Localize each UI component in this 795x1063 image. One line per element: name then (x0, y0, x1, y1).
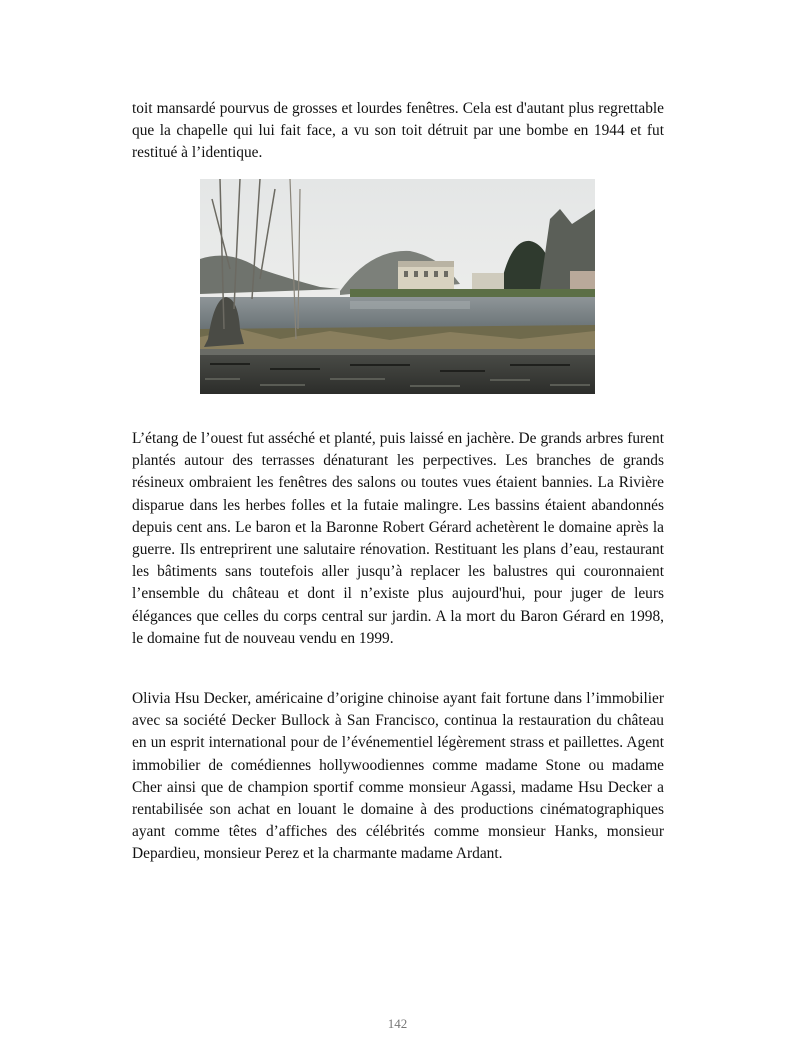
paragraph-west-pond: L’étang de l’ouest fut asséché et planté, puis laissé en jachère. De grands arbres furent plantés autour des terrasses dénaturant les perpectives. Les branches de grands résineux ombraient les fenêtres des salons ou toutes vues étaient bannies. La Rivière disparue dans les herbes folles et la futaie malingre. Les bassins étaient abandonnés depuis cent ans. Le baron et la Baronne Robert Gérard achetèrent le domaine après la guerre. Ils entreprirent une salutaire rénovation. Restituant les plans d’eau, restaurant les bâtiments sans toutefois aller jusqu’à replacer les balustres qui couronnaient l’ensemble du château et dont il n’existe plus aujourd'hui, pour juger de leurs élégances que celles du corps central sur jardin. A la mort du Baron Gérard en 1998, le domaine fut de nouveau vendu en 1999. (132, 430, 664, 647)
chateau-lake-photo (200, 179, 595, 394)
page-number: 142 (387, 1016, 408, 1031)
paragraph-roof-chapel: toit mansardé pourvus de grosses et lourdes fenêtres. Cela est d'autant plus regrettable que la chapelle qui lui fait face, a vu son toit détruit par une bombe en 1944 et fut restitué à l’identique. (132, 100, 664, 162)
paragraph-olivia-hsu-decker: Olivia Hsu Decker, américaine d’origine chinoise ayant fait fortune dans l’immobilier avec sa société Decker Bullock à San Francisco, continua la restauration du château en un esprit international pour de l’événementiel légèrement strass et paillettes. Agent immobilier de comédiennes hollywoodiennes comme madame Stone ou madame Cher ainsi que de champion sportif comme monsieur Agassi, madame Hsu Decker a rentabilisée son achat en louant le domaine à des productions cinématographiques ayant comme têtes d’affiches des célébrités comme monsieur Hanks, monsieur Depardieu, monsieur Perez et la charmante madame Ardant. (132, 690, 664, 863)
